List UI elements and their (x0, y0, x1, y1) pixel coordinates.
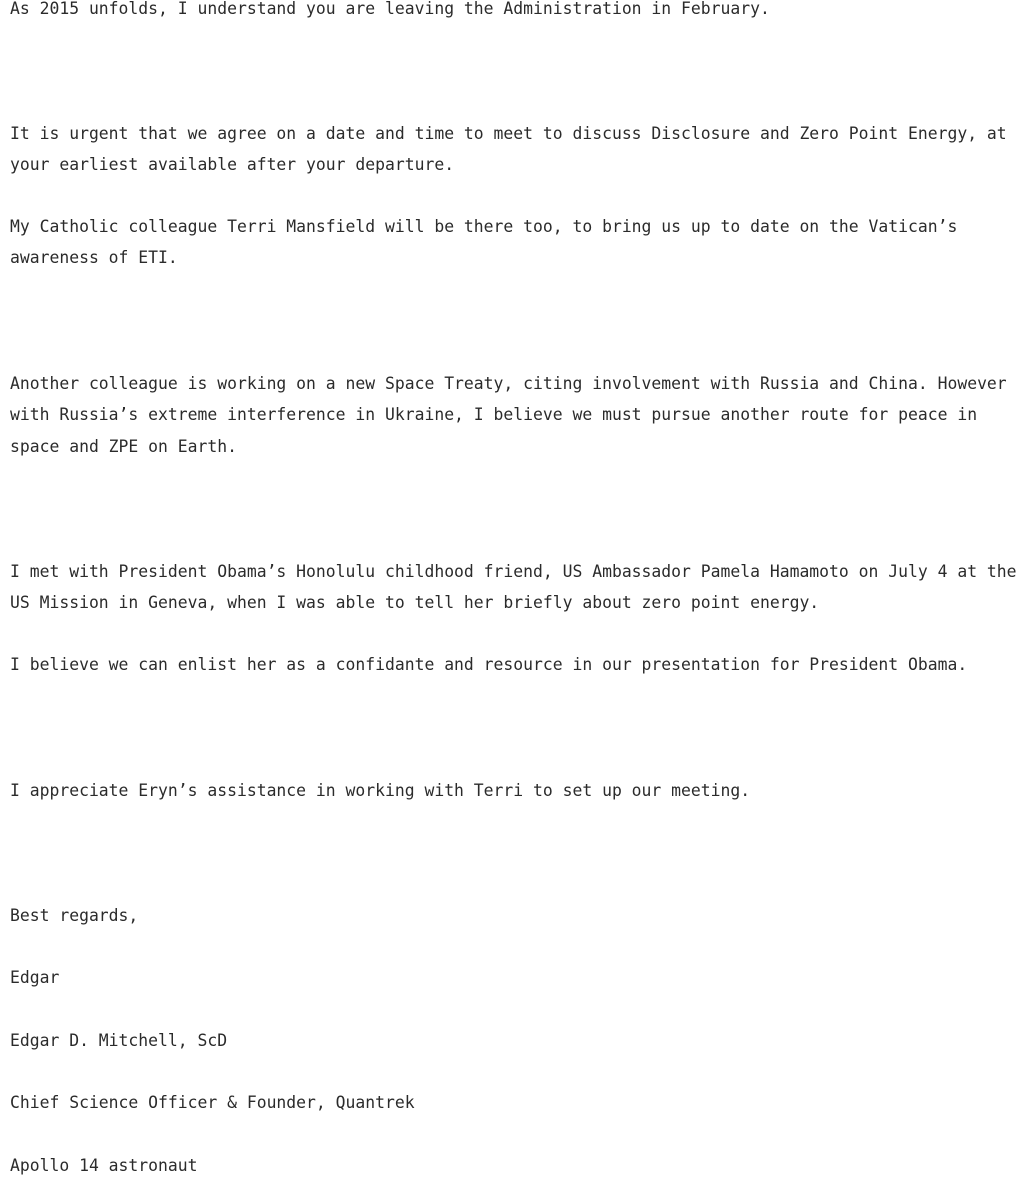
signature-first-name (10, 962, 1030, 993)
paragraph-meeting-urgency (10, 118, 1030, 181)
text-line: I appreciate Eryn’s assistance in working with Terri to set up our meeting. (10, 781, 751, 800)
signature-role-text: Apollo 14 astronaut (10, 1156, 198, 1175)
signature-title (10, 1087, 1030, 1118)
text-line: It is urgent that we agree on a date and time to meet to discuss Disclosure and Zero Point Energy, at (10, 124, 1007, 143)
text-line: your earliest available after your departure. (10, 155, 455, 175)
text-line: I met with President Obama’s Honolulu childhood friend, US Ambassador Pamela Hamamoto on July 4 at the (10, 562, 1017, 581)
text-line: US Mission in Geneva, when I was able to tell her briefly about zero point energy. (10, 593, 820, 613)
text-line: My Catholic colleague Terri Mansfield will be there too, to bring us up to date on the Vatican’s (10, 217, 958, 236)
text-line: with Russia’s extreme interference in Ukraine, I believe we must pursue another route for peace in (10, 405, 978, 425)
text-line: awareness of ETI. (10, 248, 178, 268)
paragraph-administration (10, 0, 1030, 24)
signature-full-text: Edgar D. Mitchell, ScD (10, 1031, 228, 1050)
signature-full-name (10, 1025, 1030, 1056)
text-line: As 2015 unfolds, I understand you are leaving the Administration in February. (10, 0, 770, 18)
signature-first-text: Edgar (10, 968, 60, 987)
paragraph-ambassador-meeting (10, 556, 1030, 619)
closing-text: Best regards, (10, 906, 139, 925)
text-line: space and ZPE on Earth. (10, 436, 237, 456)
paragraph-colleague-terri (10, 211, 1030, 274)
text-line: I believe we can enlist her as a confidante and resource in our presentation for President Obama. (10, 655, 968, 674)
signature-title-text: Chief Science Officer & Founder, Quantrek (10, 1093, 415, 1112)
paragraph-enlist-ambassador (10, 649, 1030, 680)
closing-line (10, 900, 1030, 931)
paragraph-space-treaty (10, 368, 1030, 462)
text-line: Another colleague is working on a new Space Treaty, citing involvement with Russia and China. However (10, 374, 1007, 393)
paragraph-appreciation (10, 775, 1030, 806)
signature-role (10, 1150, 1030, 1181)
